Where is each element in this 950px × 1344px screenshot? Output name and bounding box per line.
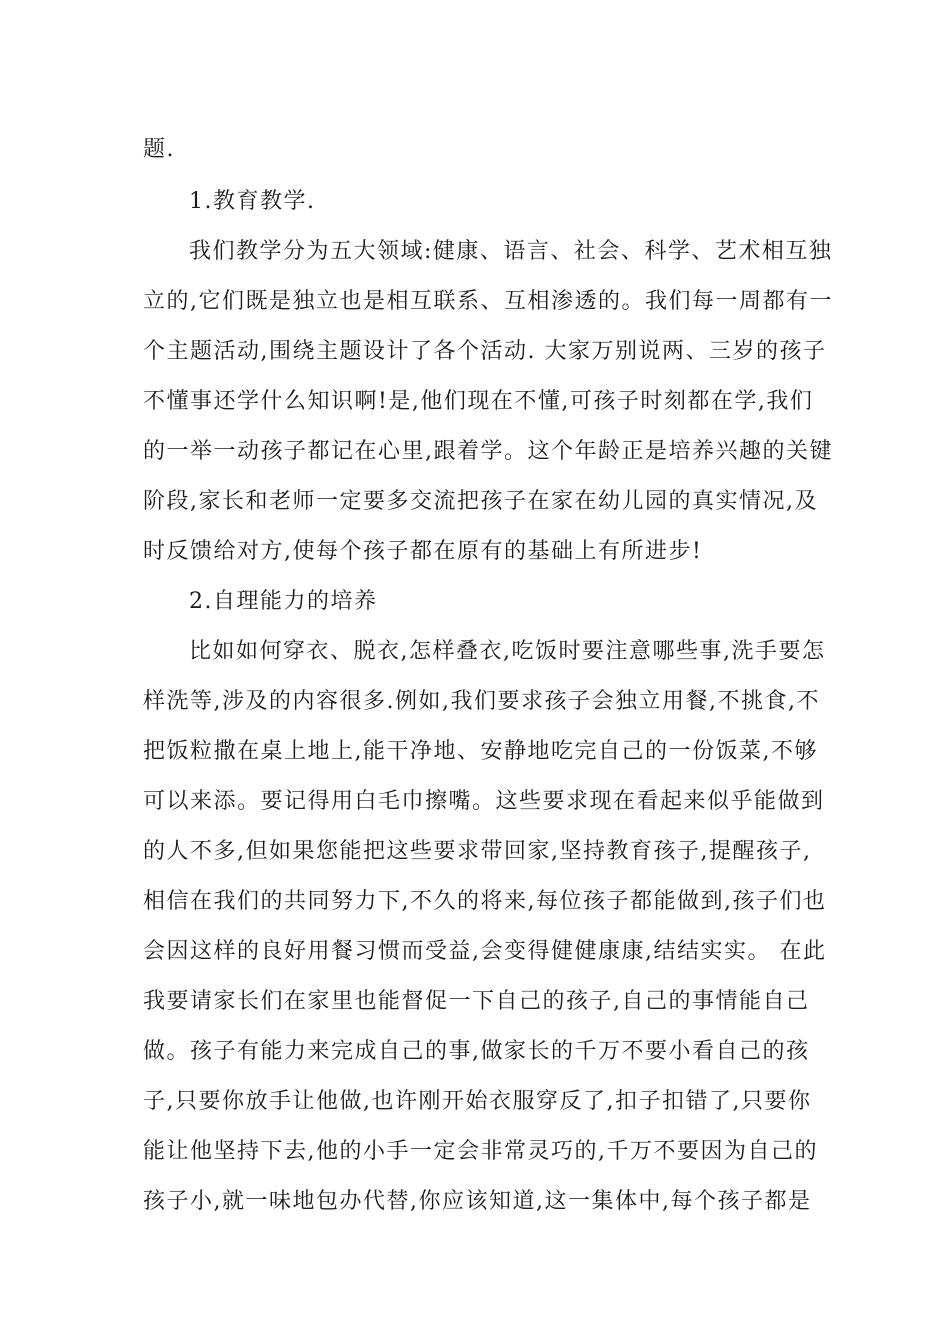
text-line: 会因这样的良好用餐习惯而受益,会变得健健康康,结结实实。 在此 <box>143 939 827 964</box>
text-line: 相信在我们的共同努力下,不久的将来,每位孩子都能做到,孩子们也 <box>143 889 827 914</box>
section-heading: 2.自理能力的培养 <box>189 589 378 614</box>
text-line: 我们教学分为五大领域:健康、语言、社会、科学、艺术相互独 <box>189 239 833 264</box>
text-line: 样洗等,涉及的内容很多.例如,我们要求孩子会独立用餐,不挑食,不 <box>143 689 820 714</box>
text-line: 的一举一动孩子都记在心里,跟着学。这个年龄正是培养兴趣的关键 <box>143 439 833 464</box>
text-line: 比如如何穿衣、脱衣,怎样叠衣,吃饭时要注意哪些事,洗手要怎 <box>189 639 826 664</box>
text-line: 做。孩子有能力来完成自己的事,做家长的千万不要小看自己的孩 <box>143 1039 810 1064</box>
text-line: 把饭粒撒在桌上地上,能干净地、安静地吃完自己的一份饭菜,不够 <box>143 739 818 764</box>
text-line: 子,只要你放手让他做,也许刚开始衣服穿反了,扣子扣错了,只要你 <box>143 1089 812 1114</box>
text-line: 个主题活动,围绕主题设计了各个活动. 大家万别说两、三岁的孩子 <box>143 339 827 364</box>
text-line: 的人不多,但如果您能把这些要求带回家,坚持教育孩子,提醒孩子, <box>143 839 812 864</box>
text-line: 时反馈给对方,使每个孩子都在原有的基础上有所进步! <box>143 539 703 564</box>
section-heading: 1.教育教学. <box>189 189 316 214</box>
text-line: 立的,它们既是独立也是相互联系、互相渗透的。我们每一周都有一 <box>143 289 833 314</box>
text-line: 孩子小,就一味地包办代替,你应该知道,这一集体中,每个孩子都是 <box>143 1189 812 1214</box>
text-line: 阶段,家长和老师一定要多交流把孩子在家在幼儿园的真实情况,及 <box>143 489 818 514</box>
text-line: 不懂事还学什么知识啊!是,他们现在不懂,可孩子时刻都在学,我们 <box>143 389 814 414</box>
text-line: 能让他坚持下去,他的小手一定会非常灵巧的,千万不要因为自己的 <box>143 1139 818 1164</box>
text-line: 题. <box>143 137 175 162</box>
text-line: 可以来添。要记得用白毛巾擦嘴。这些要求现在看起来似乎能做到 <box>143 789 825 814</box>
text-line: 我要请家长们在家里也能督促一下自己的孩子,自己的事情能自己 <box>143 989 810 1014</box>
